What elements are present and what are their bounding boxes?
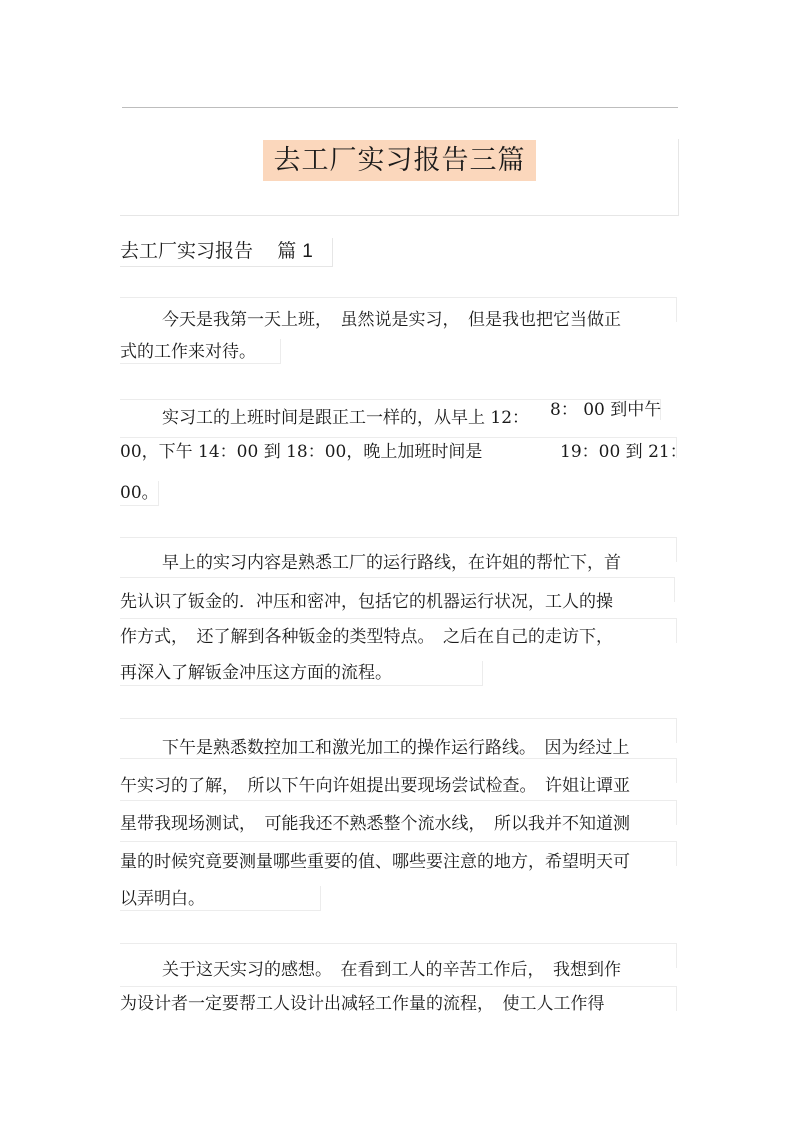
paragraph-line: 今天是我第一天上班， 虽然说是实习， 但是我也把它当做正 xyxy=(162,310,621,330)
paragraph-line: 00，下午 14：00 到 18：00，晚上加班时间是 xyxy=(120,442,483,462)
paragraph-line: 先认识了钣金的．冲压和密冲，包括它的机器运行状况，工人的操 xyxy=(120,592,613,612)
paragraph-line: 00。 xyxy=(120,483,159,503)
paragraph-line: 关于这天实习的感想。 在看到工人的辛苦工作后， 我想到作 xyxy=(162,960,621,980)
section-heading-text: 去工厂实习报告 xyxy=(120,240,254,262)
paragraph-line: 8： 00 到中午 xyxy=(550,400,662,420)
paragraph-line: 实习工的上班时间是跟正工一样的，从早上 12： xyxy=(162,408,530,428)
paragraph-line: 星带我现场测试， 可能我还不熟悉整个流水线， 所以我并不知道测 xyxy=(120,814,630,834)
section-heading xyxy=(120,238,313,265)
document-title: 去工厂实习报告三篇 xyxy=(263,140,536,181)
paragraph-line: 以弄明白。 xyxy=(120,889,205,909)
paragraph-line: 量的时候究竟要测量哪些重要的值、哪些要注意的地方，希望明天可 xyxy=(120,852,630,872)
paragraph-line: 午实习的了解， 所以下午向许姐提出要现场尝试检查。 许姐让谭亚 xyxy=(120,776,630,796)
paragraph-line: 为设计者一定要帮工人设计出减轻工作量的流程， 使工人工作得 xyxy=(120,994,605,1014)
paragraph-line: 式的工作来对待。 xyxy=(120,342,256,362)
paragraph-line: 下午是熟悉数控加工和激光加工的操作运行路线。 因为经过上 xyxy=(162,738,630,758)
paragraph-line: 早上的实习内容是熟悉工厂的运行路线，在许姐的帮忙下，首 xyxy=(162,553,621,573)
paragraph-line: 再深入了解钣金冲压这方面的流程。 xyxy=(120,663,392,683)
section-heading-part: 篇 xyxy=(277,240,297,262)
header-rule xyxy=(122,107,678,108)
section-heading-number: 1 xyxy=(302,241,313,262)
paragraph-line: 19：00 到 21： xyxy=(560,442,687,462)
paragraph-line: 作方式， 还了解到各种钣金的类型特点。 之后在自己的走访下， xyxy=(120,627,613,647)
